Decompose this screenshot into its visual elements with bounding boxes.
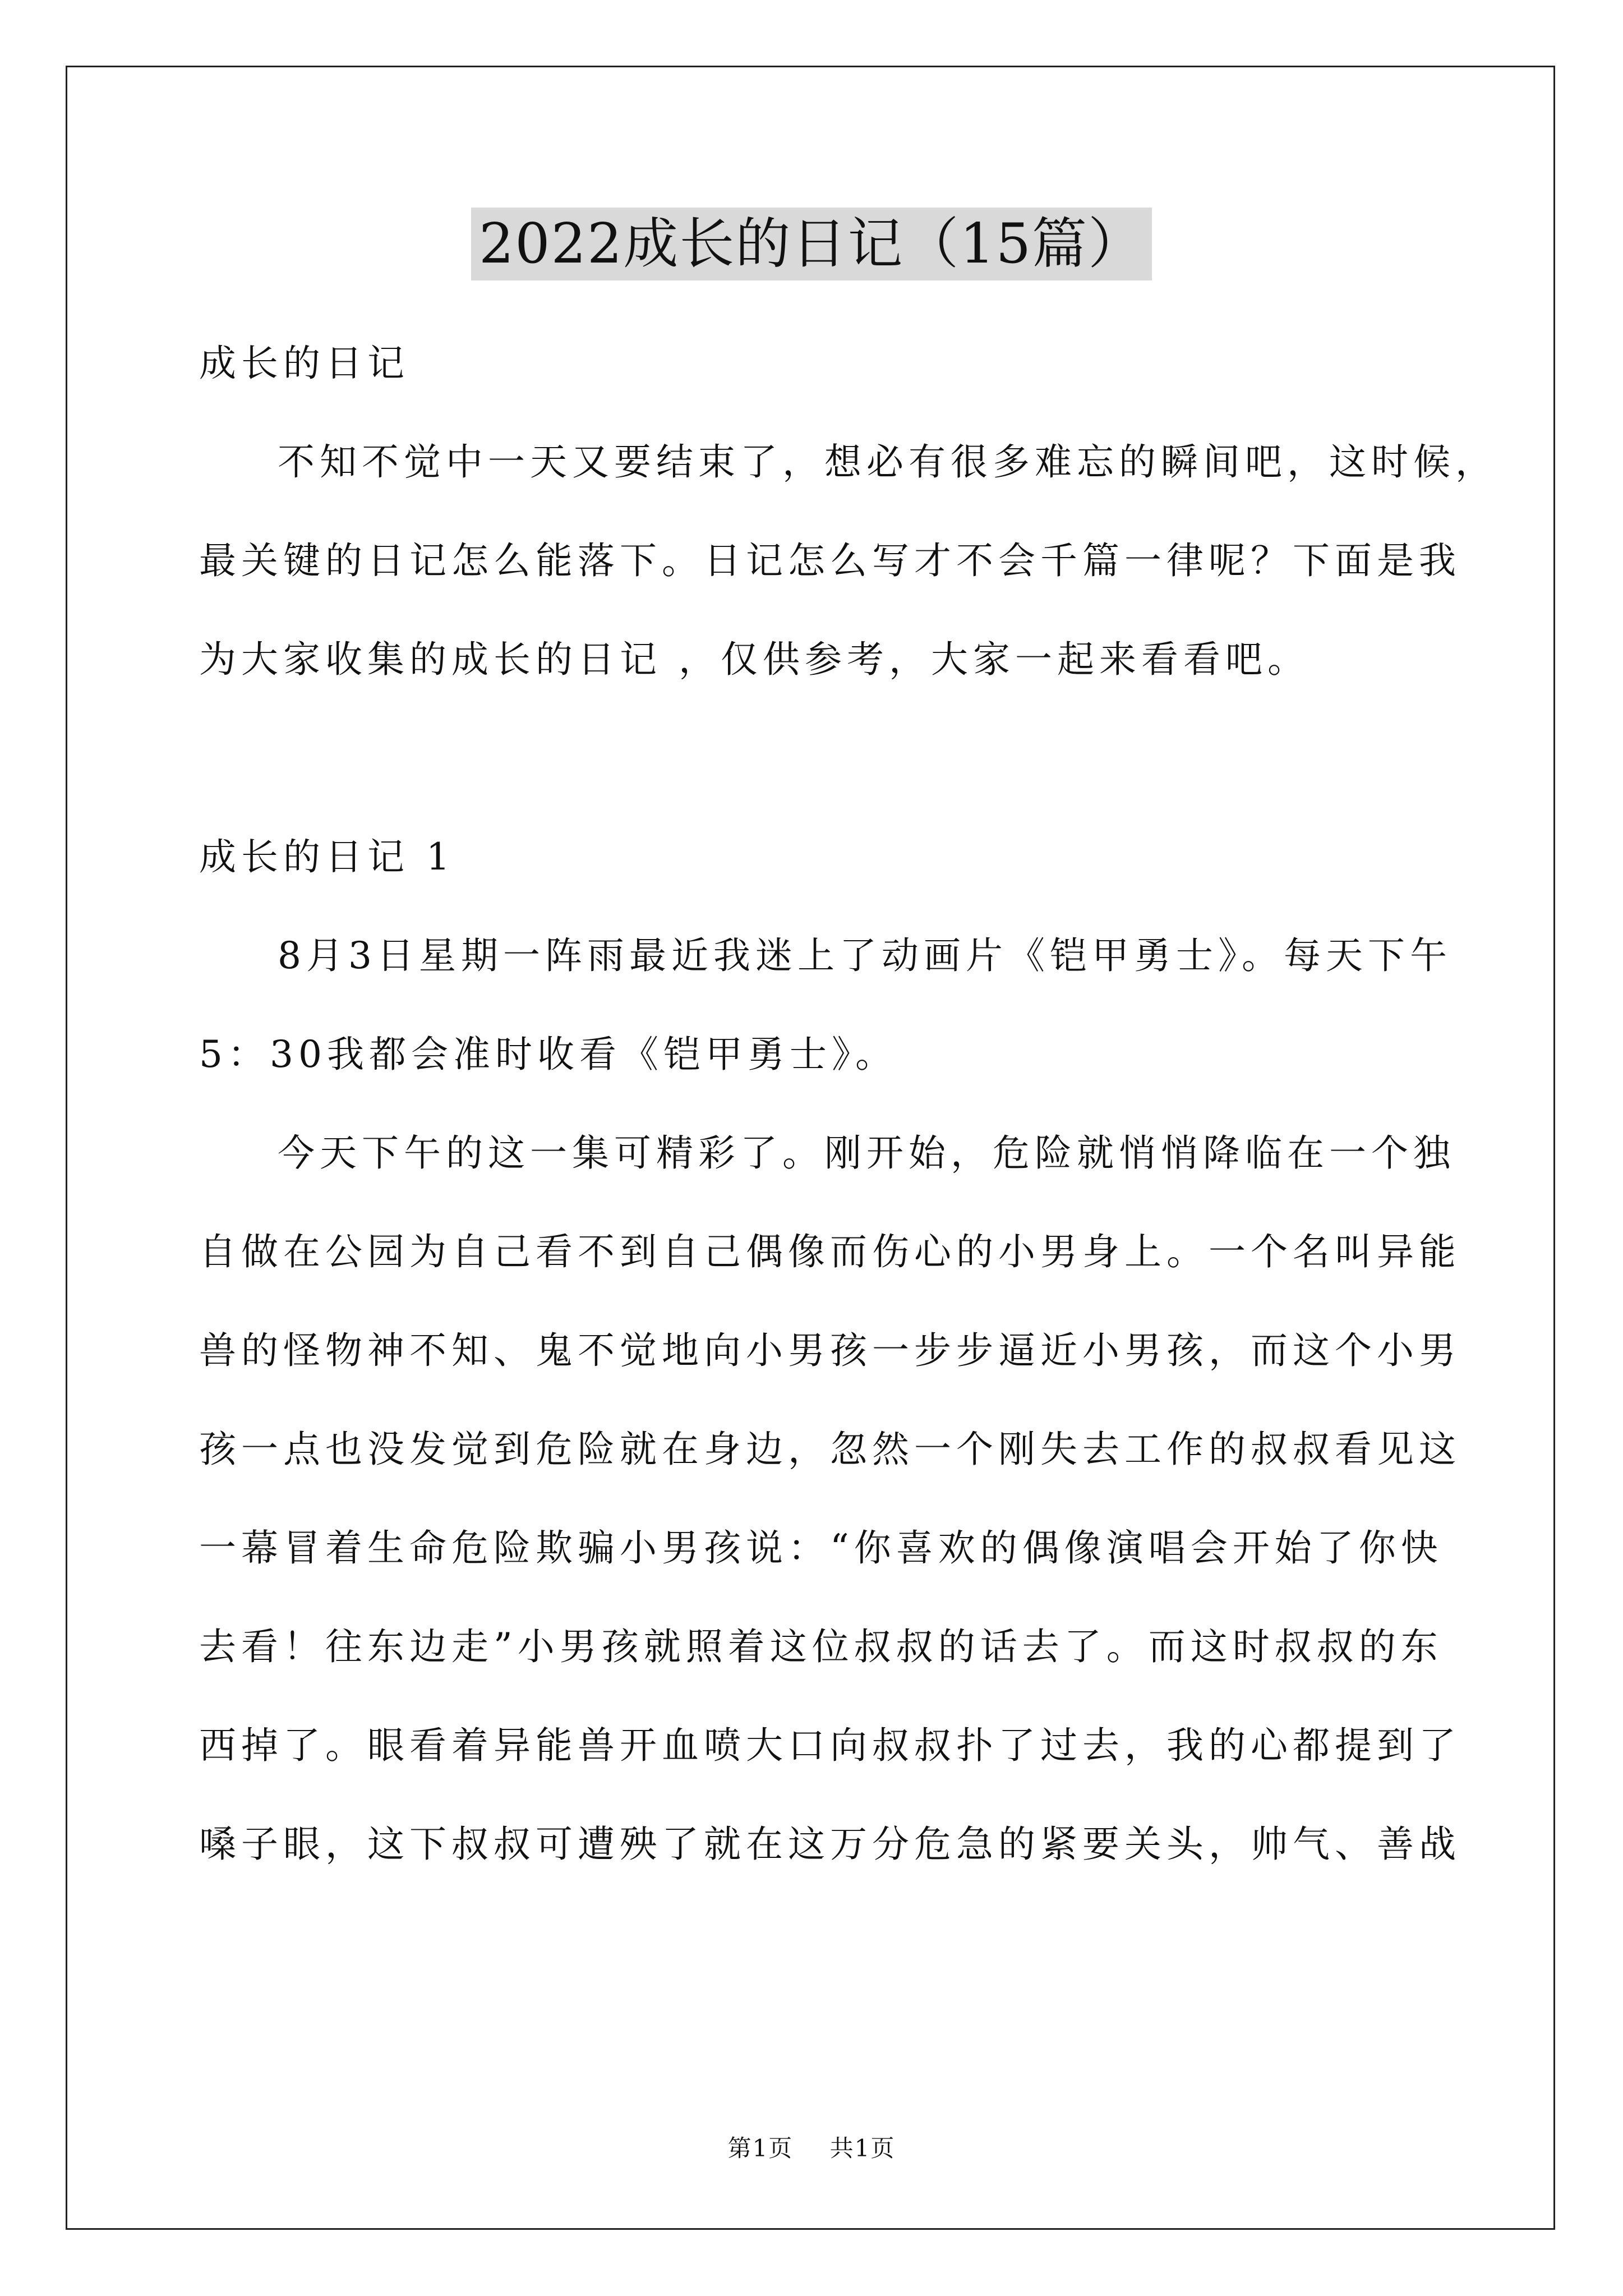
paragraph-line: 8月3日星期一阵雨最近我迷上了动画片《铠甲勇士》。每天下午 (278, 934, 1452, 977)
paragraph-line: 兽的怪物神不知、鬼不觉地向小男孩一步步逼近小男孩，而这个小男 (199, 1329, 1461, 1372)
paragraph-line: 自做在公园为自己看不到自己偶像而伤心的小男身上。一个名叫异能 (199, 1230, 1461, 1273)
document-title: 2022成长的日记（15篇） (471, 208, 1152, 280)
paragraph-line: 今天下午的这一集可精彩了。刚开始，危险就悄悄降临在一个独 (278, 1131, 1455, 1175)
section-spacer (199, 709, 1433, 808)
paragraph-line: 西掉了。眼看着异能兽开血喷大口向叔叔扑了过去，我的心都提到了 (199, 1724, 1461, 1767)
page-number: 第1页 (727, 2134, 794, 2162)
paragraph-line: 去看！往东边走”小男孩就照着这位叔叔的话去了。而这时叔叔的东 (199, 1625, 1443, 1668)
paragraph-line: 孩一点也没发觉到危险就在身边，忽然一个刚失去工作的叔叔看见这 (199, 1428, 1461, 1471)
paragraph-line: 一幕冒着生命危险欺骗小男孩说：“你喜欢的偶像演唱会开始了你快 (199, 1526, 1443, 1570)
paragraph-line: 5：30我都会准时收看《铠甲勇士》。 (199, 1033, 897, 1076)
page-footer (0, 2132, 1623, 2165)
entry-heading: 成长的日记 1 (199, 835, 455, 878)
intro-line: 不知不觉中一天又要结束了，想必有很多难忘的瞬间吧，这时候， (278, 440, 1497, 484)
intro-line: 最关键的日记怎么能落下。日记怎么写才不会千篇一律呢？下面是我 (199, 539, 1461, 582)
paragraph-line: 嗓子眼，这下叔叔可遭殃了就在这万分危急的紧要关头，帅气、善战 (199, 1823, 1461, 1866)
title-container (0, 208, 1623, 280)
document-body (199, 314, 1497, 1894)
intro-heading: 成长的日记 (199, 342, 409, 385)
intro-line: 为大家收集的成长的日记 ，仅供参考，大家一起来看看吧。 (199, 638, 1310, 681)
page-total: 共1页 (829, 2134, 896, 2162)
